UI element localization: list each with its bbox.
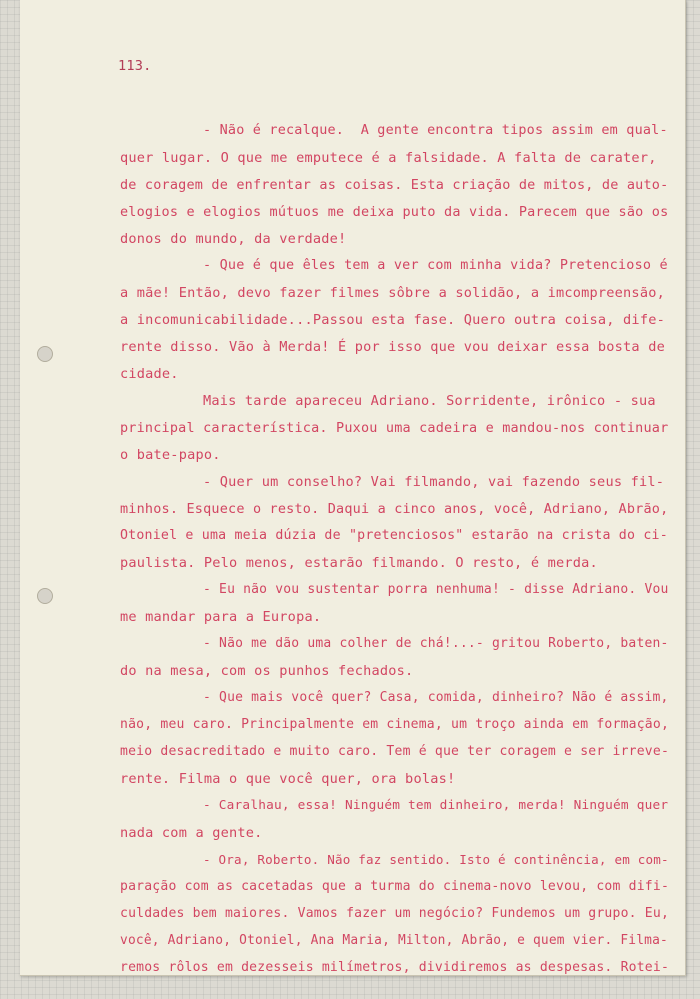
punch-hole: [37, 588, 53, 604]
text-line: a incomunicabilidade...Passou esta fase. Quero outra coisa, dife-: [120, 312, 665, 328]
text-line: culdades bem maiores. Vamos fazer um negócio? Fundemos um grupo. Eu,: [120, 906, 670, 921]
text-line: quer lugar. O que me emputece é a falsidade. A falta de carater,: [120, 150, 657, 166]
text-line: elogios e elogios mútuos me deixa puto da vida. Parecem que são os: [120, 204, 669, 220]
text-line: - Não é recalque. A gente encontra tipos assim em qual-: [203, 123, 668, 138]
text-line: o bate-papo.: [120, 447, 221, 463]
text-line: remos rôlos em dezesseis milímetros, dividiremos as despesas. Rotei-: [120, 960, 670, 975]
text-line: - Eu não vou sustentar porra nenhuma! - disse Adriano. Vou: [203, 582, 669, 597]
text-line: - Quer um conselho? Vai filmando, vai fazendo seus fil-: [203, 474, 665, 490]
text-line: Mais tarde apareceu Adriano. Sorridente, irônico - sua: [203, 393, 656, 409]
text-line: de coragem de enfrentar as coisas. Esta criação de mitos, de auto-: [120, 177, 669, 193]
text-line: você, Adriano, Otoniel, Ana Maria, Milton, Abrão, e quem vier. Filma-: [120, 933, 668, 948]
text-line: paração com as cacetadas que a turma do cinema-novo levou, com difi-: [120, 879, 670, 894]
text-line: - Que é que êles tem a ver com minha vida? Pretencioso é: [203, 258, 668, 273]
text-line: minhos. Esquece o resto. Daqui a cinco anos, você, Adriano, Abrão,: [120, 501, 669, 517]
text-line: - Ora, Roberto. Não faz sentido. Isto é continência, em com-: [203, 852, 669, 867]
text-line: a mãe! Então, devo fazer filmes sôbre a solidão, a imcompreensão,: [120, 285, 665, 301]
text-line: - Que mais você quer? Casa, comida, dinheiro? Não é assim,: [203, 690, 669, 705]
text-line: - Não me dão uma colher de chá!...- gritou Roberto, baten-: [203, 636, 669, 651]
text-line: donos do mundo, da verdade!: [120, 231, 347, 247]
page-number: 113.: [118, 58, 152, 74]
text-line: Otoniel e uma meia dúzia de "pretenciosos" estarão na crista do ci-: [120, 528, 668, 543]
text-line: meio desacreditado e muito caro. Tem é que ter coragem e ser irreve-: [120, 744, 670, 759]
text-line: - Caralhau, essa! Ninguém tem dinheiro, merda! Ninguém quer: [203, 798, 669, 813]
text-line: paulista. Pelo menos, estarão filmando. O resto, é merda.: [120, 555, 598, 571]
text-line: rente. Filma o que você quer, ora bolas!: [120, 771, 456, 787]
text-line: nada com a gente.: [120, 825, 263, 841]
text-line: não, meu caro. Principalmente em cinema, um troço ainda em formação,: [120, 717, 670, 732]
text-line: do na mesa, com os punhos fechados.: [120, 663, 414, 679]
punch-hole: [37, 346, 53, 362]
text-line: me mandar para a Europa.: [120, 609, 322, 625]
text-line: cidade.: [120, 366, 179, 382]
text-line: rente disso. Vão à Merda! É por isso que vou deixar essa bosta de: [120, 339, 665, 355]
text-line: principal característica. Puxou uma cadeira e mandou-nos continuar: [120, 420, 669, 436]
